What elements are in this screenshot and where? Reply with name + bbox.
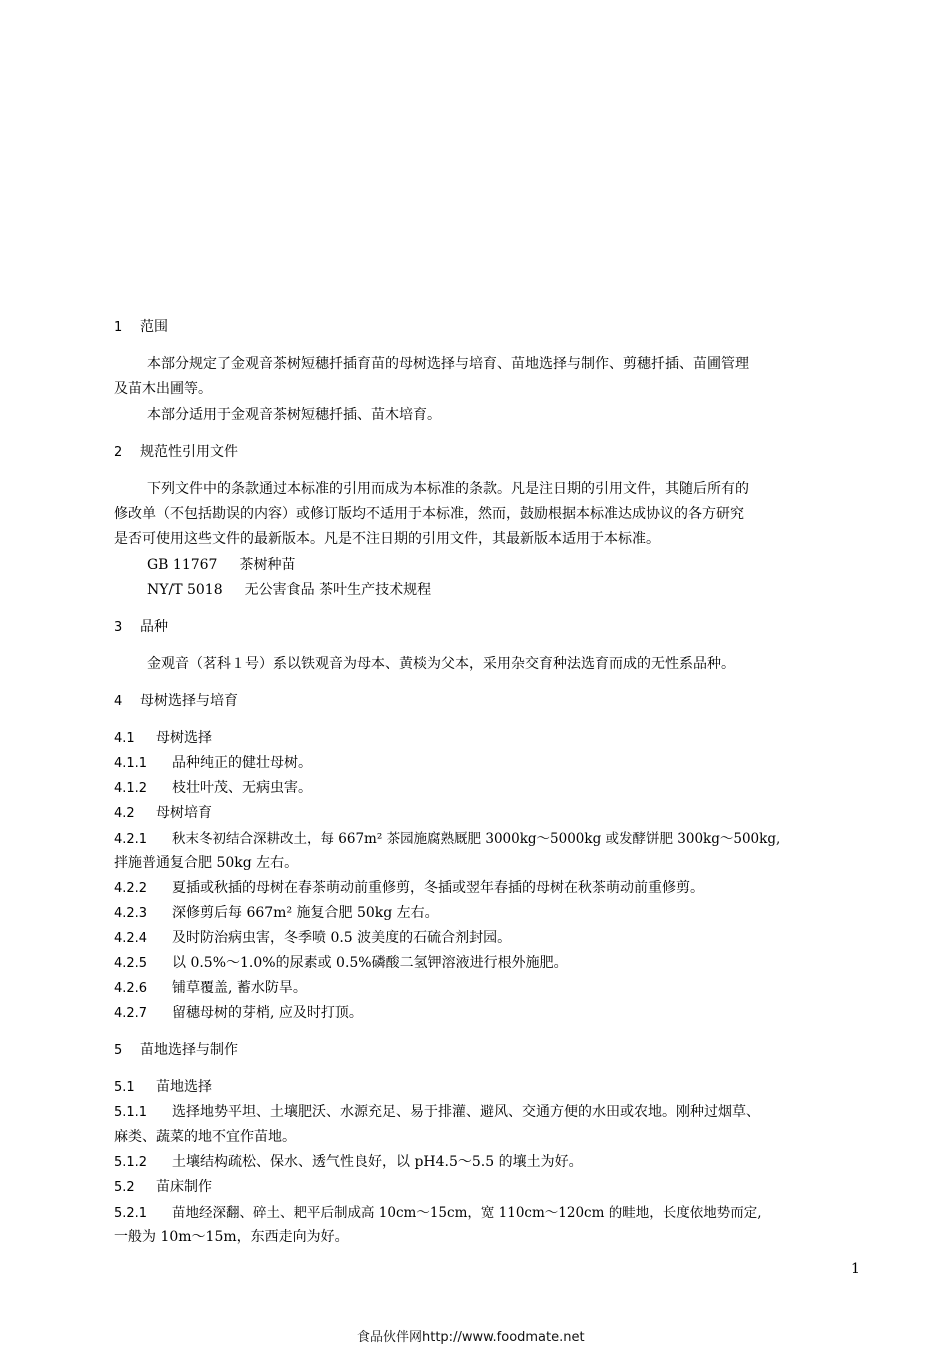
section-4-heading <box>114 690 238 710</box>
clause-text: 及时防治病虫害，冬季喷 0.5 波美度的石硫合剂封园。 <box>172 930 512 946</box>
subsection-title: 苗床制作 <box>156 1179 212 1195</box>
clause-item <box>114 752 312 772</box>
clause-number: 4.2.5 <box>114 956 148 971</box>
clause-item <box>114 952 568 972</box>
clause-item <box>114 877 704 897</box>
subsection-title: 母树选择 <box>156 730 212 746</box>
section-number: 3 <box>114 620 123 635</box>
clause-continuation: 拌施普通复合肥 50kg 左右。 <box>114 855 299 871</box>
page-number: 1 <box>851 1261 860 1277</box>
clause-item <box>114 1151 583 1171</box>
clause-continuation: 麻类、蔬菜的地不宜作苗地。 <box>114 1129 296 1145</box>
clause-item <box>114 1002 363 1022</box>
clause-item <box>114 902 439 922</box>
subsection-number: 5.1 <box>114 1080 135 1095</box>
clause-text: 夏插或秋插的母树在春茶萌动前重修剪，冬插或翌年春插的母树在秋茶萌动前重修剪。 <box>172 880 704 896</box>
subsection-title: 苗地选择 <box>156 1079 212 1095</box>
clause-text: 苗地经深翻、碎土、耙平后制成高 10cm～15cm，宽 110cm～120cm 的畦地，长度依地势而定, <box>172 1205 762 1221</box>
clause-text: 枝壮叶茂、无病虫害。 <box>172 780 312 796</box>
clause-number: 4.2.2 <box>114 881 148 896</box>
section-5-heading <box>114 1039 238 1059</box>
section-1-heading <box>114 316 168 336</box>
clause-text: 留穗母树的芽梢, 应及时打顶。 <box>172 1005 363 1021</box>
section-title: 母树选择与培育 <box>140 693 238 709</box>
clause-text: 土壤结构疏松、保水、透气性良好，以 pH4.5～5.5 的壤土为好。 <box>172 1154 583 1170</box>
clause-item <box>114 1101 760 1121</box>
paragraph-line: 修改单（不包括勘误的内容）或修订版均不适用于本标准，然而，鼓励根据本标准达成协议的各方研究 <box>114 506 744 522</box>
section-title: 范围 <box>140 319 168 335</box>
clause-number: 5.2.1 <box>114 1206 148 1221</box>
clause-number: 5.1.1 <box>114 1105 148 1120</box>
clause-number: 4.2.6 <box>114 981 148 996</box>
clause-number: 4.2.7 <box>114 1006 148 1021</box>
clause-text: 选择地势平坦、土壤肥沃、水源充足、易于排灌、避风、交通方便的水田或农地。刚种过烟草、 <box>172 1104 760 1120</box>
paragraph-line: 及苗木出圃等。 <box>114 381 212 397</box>
section-3-heading <box>114 616 168 636</box>
subsection-heading <box>114 802 212 822</box>
reference-code: GB 11767 <box>147 557 218 573</box>
clause-continuation: 一般为 10m～15m，东西走向为好。 <box>114 1229 349 1245</box>
clause-number: 4.2.1 <box>114 832 148 847</box>
clause-text: 品种纯正的健壮母树。 <box>172 755 312 771</box>
section-number: 4 <box>114 694 123 709</box>
section-number: 1 <box>114 320 123 335</box>
footer-source: 食品伙伴网http://www.foodmate.net <box>357 1330 585 1345</box>
paragraph-line: 本部分规定了金观音茶树短穗扦插育苗的母树选择与培育、苗地选择与制作、剪穗扦插、苗圃管理 <box>147 356 749 372</box>
subsection-heading <box>114 1176 212 1196</box>
clause-number: 4.1.2 <box>114 781 148 796</box>
clause-item <box>114 827 780 847</box>
section-number: 5 <box>114 1043 123 1058</box>
paragraph: 本部分适用于金观音茶树短穗扦插、苗木培育。 <box>147 407 441 423</box>
reference-title: 茶树种苗 <box>239 557 296 573</box>
subsection-number: 5.2 <box>114 1180 135 1195</box>
subsection-number: 4.2 <box>114 806 135 821</box>
subsection-heading <box>114 1076 212 1096</box>
section-number: 2 <box>114 445 123 460</box>
clause-number: 4.2.3 <box>114 906 148 921</box>
clause-item <box>114 927 511 947</box>
reference-item <box>147 579 431 599</box>
subsection-title: 母树培育 <box>156 805 212 821</box>
subsection-heading <box>114 727 212 747</box>
clause-text: 以 0.5%～1.0%的尿素或 0.5%磷酸二氢钾溶液进行根外施肥。 <box>172 955 568 971</box>
subsection-number: 4.1 <box>114 731 135 746</box>
clause-text: 深修剪后每 667m² 施复合肥 50kg 左右。 <box>172 905 439 921</box>
reference-code: NY/T 5018 <box>147 582 223 598</box>
section-title: 苗地选择与制作 <box>140 1042 238 1058</box>
paragraph: 金观音（茗科１号）系以铁观音为母本、黄棪为父本，采用杂交育种法选育而成的无性系品种。 <box>147 656 735 672</box>
paragraph-line: 下列文件中的条款通过本标准的引用而成为本标准的条款。凡是注日期的引用文件，其随后所有的 <box>147 481 749 497</box>
clause-text: 秋末冬初结合深耕改土，每 667m² 茶园施腐熟厩肥 3000kg～5000kg 或发酵饼肥 300kg～500kg, <box>172 831 781 847</box>
section-title: 品种 <box>140 619 168 635</box>
section-title: 规范性引用文件 <box>140 444 238 460</box>
reference-item <box>147 554 295 574</box>
paragraph-line: 是否可使用这些文件的最新版本。凡是不注日期的引用文件，其最新版本适用于本标准。 <box>114 531 660 547</box>
clause-item <box>114 777 312 797</box>
clause-number: 5.1.2 <box>114 1155 148 1170</box>
clause-number: 4.1.1 <box>114 756 148 771</box>
clause-item <box>114 977 307 997</box>
reference-title: 无公害食品 茶叶生产技术规程 <box>244 582 432 598</box>
clause-item <box>114 1201 762 1221</box>
clause-text: 铺草覆盖, 蓄水防旱。 <box>172 980 307 996</box>
clause-number: 4.2.4 <box>114 931 148 946</box>
section-2-heading <box>114 441 238 461</box>
